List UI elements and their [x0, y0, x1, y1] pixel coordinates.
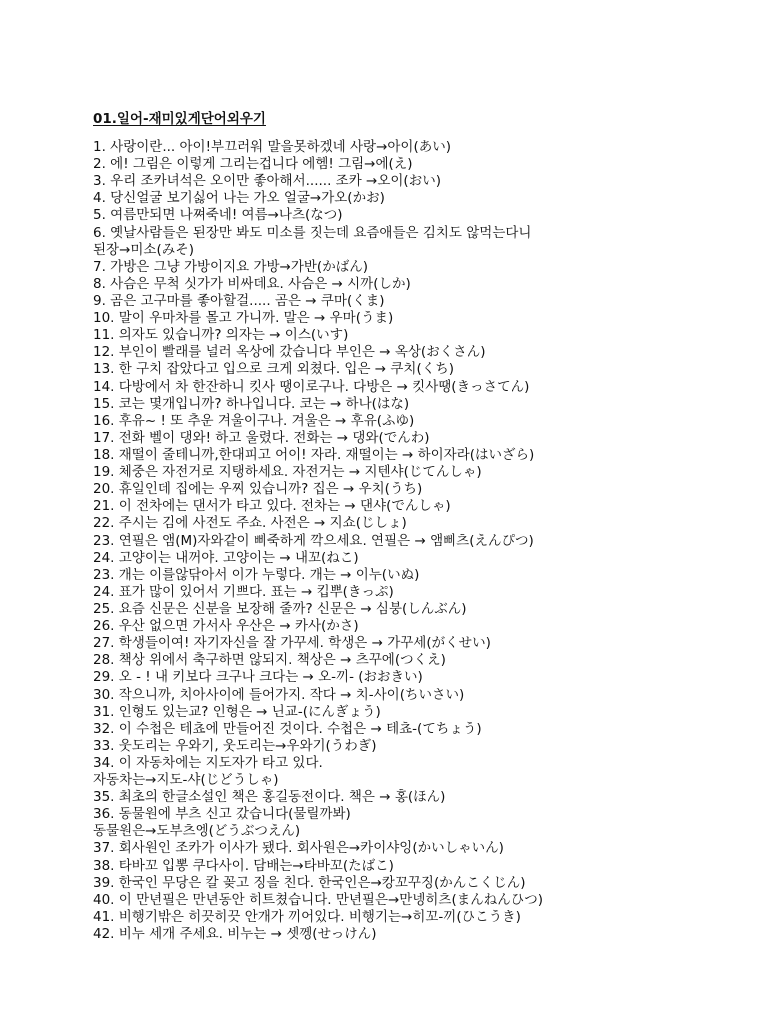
vocabulary-line: 자동차는→지도-샤(じどうしゃ) — [93, 772, 279, 789]
vocabulary-line: 41. 비행기밖은 히끗히끗 안개가 끼어있다. 비행기는→히꼬-끼(ひこうき) — [93, 908, 521, 925]
vocabulary-line: 5. 여름만되면 나쪄죽네! 여름→나츠(なつ) — [93, 207, 343, 224]
vocabulary-line: 23. 개는 이를않닦아서 이가 누렇다. 개는 → 이누(いぬ) — [93, 566, 420, 583]
vocabulary-line: 16. 후유~ ! 또 추운 겨울이구나. 겨울은 → 후유(ふゆ) — [93, 412, 415, 429]
vocabulary-line: 7. 가방은 그냥 가방이지요 가방→가반(かばん) — [93, 258, 368, 275]
vocabulary-line: 31. 인형도 있는교? 인형은 → 닌교-(にんぎょう) — [93, 703, 381, 720]
vocabulary-line: 28. 책상 위에서 축구하면 않되지. 책상은 → 츠꾸에(つくえ) — [93, 652, 446, 669]
vocabulary-line: 8. 사슴은 무척 싯가가 비싸데요. 사슴은 → 시까(しか) — [93, 275, 411, 292]
vocabulary-line: 4. 당신얼굴 보기싫어 나는 가오 얼굴→가오(かお) — [93, 190, 385, 207]
vocabulary-line: 18. 재떨이 줄테니까,한대피고 어이! 자라. 재떨이는 → 하이자라(はいざら) — [93, 446, 535, 463]
vocabulary-line: 19. 체중은 자전거로 지탱하세요. 자전거는 → 지텐샤(じてんしゃ) — [93, 464, 482, 481]
vocabulary-line: 30. 작으니까, 치아사이에 들어가지. 작다 → 치-사이(ちいさい) — [93, 686, 465, 703]
vocabulary-line: 11. 의자도 있습니까? 의자는 → 이스(いす) — [93, 327, 349, 344]
vocabulary-line: 17. 전화 벨이 댕와! 하고 울렸다. 전화는 → 댕와(でんわ) — [93, 429, 430, 446]
vocabulary-line: 13. 한 구치 잡았다고 입으로 크게 외쳤다. 입은 → 쿠치(くち) — [93, 361, 455, 378]
vocabulary-line: 15. 코는 몇개입니까? 하나입니다. 코는 → 하나(はな) — [93, 395, 410, 412]
vocabulary-line: 24. 표가 많이 있어서 기쁘다. 표는 → 킵뿌(きっぷ) — [93, 583, 394, 600]
vocabulary-line: 33. 웃도리는 우와기, 웃도리는→우와기(うわぎ) — [93, 737, 377, 754]
vocabulary-line: 14. 다방에서 차 한잔하니 킷사 땡이로구나. 다방은 → 킷사땡(きっさてん) — [93, 378, 530, 395]
vocabulary-line: 35. 최초의 한글소설인 책은 홍길동전이다. 책은 → 홍(ほん) — [93, 789, 446, 806]
vocabulary-line: 42. 비누 세개 주세요. 비누는 → 셋껭(せっけん) — [93, 926, 377, 943]
vocabulary-line: 34. 이 자동차에는 지도자가 타고 있다. — [93, 754, 323, 771]
vocabulary-line: 24. 고양이는 내꺼야. 고양이는 → 내꼬(ねこ) — [93, 549, 359, 566]
vocabulary-line: 12. 부인이 빨래를 널러 옥상에 갔습니다 부인은 → 옥상(おくさん) — [93, 344, 486, 361]
vocabulary-line: 22. 주시는 김에 사전도 주쇼. 사전은 → 지쇼(じしょ) — [93, 515, 407, 532]
vocabulary-line: 29. 오 - ! 내 키보다 크구나 크다는 → 오-끼- (おおきい) — [93, 669, 423, 686]
vocabulary-line: 1. 사랑이란... 아이!부끄러워 말을못하겠네 사랑→아이(あい) — [93, 139, 451, 155]
vocabulary-line: 6. 옛날사람들은 된장만 봐도 미소를 짓는데 요즘애들은 김치도 않먹는다니 — [93, 224, 532, 241]
vocabulary-line: 9. 곰은 고구마를 좋아할걸..... 곰은 → 쿠마(くま) — [93, 292, 385, 309]
vocabulary-line: 2. 에! 그림은 이렇게 그리는겁니다 에헴! 그림→에(え) — [93, 156, 413, 173]
vocabulary-line: 40. 이 만년필은 만년동안 히트쳤습니다. 만년필은→만넹히츠(まんねんひつ) — [93, 891, 544, 908]
vocabulary-line: 3. 우리 조카녀석은 오이만 좋아해서...... 조카 →오이(おい) — [93, 173, 441, 190]
document-title: 01.일어-재미있게단어외우기 — [93, 111, 266, 127]
vocabulary-line: 23. 연필은 앰(M)자와같이 삐죽하게 깍으세요. 연필은 → 앰삐츠(えんぴつ) — [93, 532, 534, 549]
vocabulary-line: 된장→미소(みそ) — [93, 241, 195, 258]
vocabulary-line: 10. 말이 우마차를 몰고 가니까. 말은 → 우마(うま) — [93, 310, 394, 327]
vocabulary-line: 20. 휴일인데 집에는 우찌 있습니까? 집은 → 우치(うち) — [93, 481, 423, 498]
vocabulary-line: 36. 동물원에 부츠 신고 갔습니다(물릴까봐) — [93, 806, 351, 823]
vocabulary-line: 37. 회사원인 조카가 이사가 됐다. 회사원은→카이샤잉(かいしゃいん) — [93, 840, 504, 857]
vocabulary-line: 26. 우산 없으면 가서사 우산은 → 카사(かさ) — [93, 618, 359, 635]
vocabulary-list — [93, 139, 753, 943]
vocabulary-line: 38. 타바꼬 입뽕 쿠다사이. 담배는→타바꼬(たばこ) — [93, 857, 394, 874]
vocabulary-line: 21. 이 전차에는 댄서가 타고 있다. 전차는 → 댄샤(でんしゃ) — [93, 498, 451, 515]
vocabulary-line: 27. 학생들이여! 자기자신을 잘 가꾸세. 학생은 → 가꾸세(がくせい) — [93, 635, 491, 652]
vocabulary-line: 25. 요즘 신문은 신분을 보장해 줄까? 신문은 → 심붕(しんぶん) — [93, 600, 467, 617]
vocabulary-line: 동물원은→도부츠엥(どうぶつえん) — [93, 823, 301, 840]
vocabulary-line: 32. 이 수첩은 테쵸에 만들어진 것이다. 수첩은 → 테쵸-(てちょう) — [93, 720, 482, 737]
vocabulary-line: 39. 한국인 무당은 칼 꽂고 징을 친다. 한국인은→캉꼬꾸징(かんこくじん) — [93, 874, 526, 891]
